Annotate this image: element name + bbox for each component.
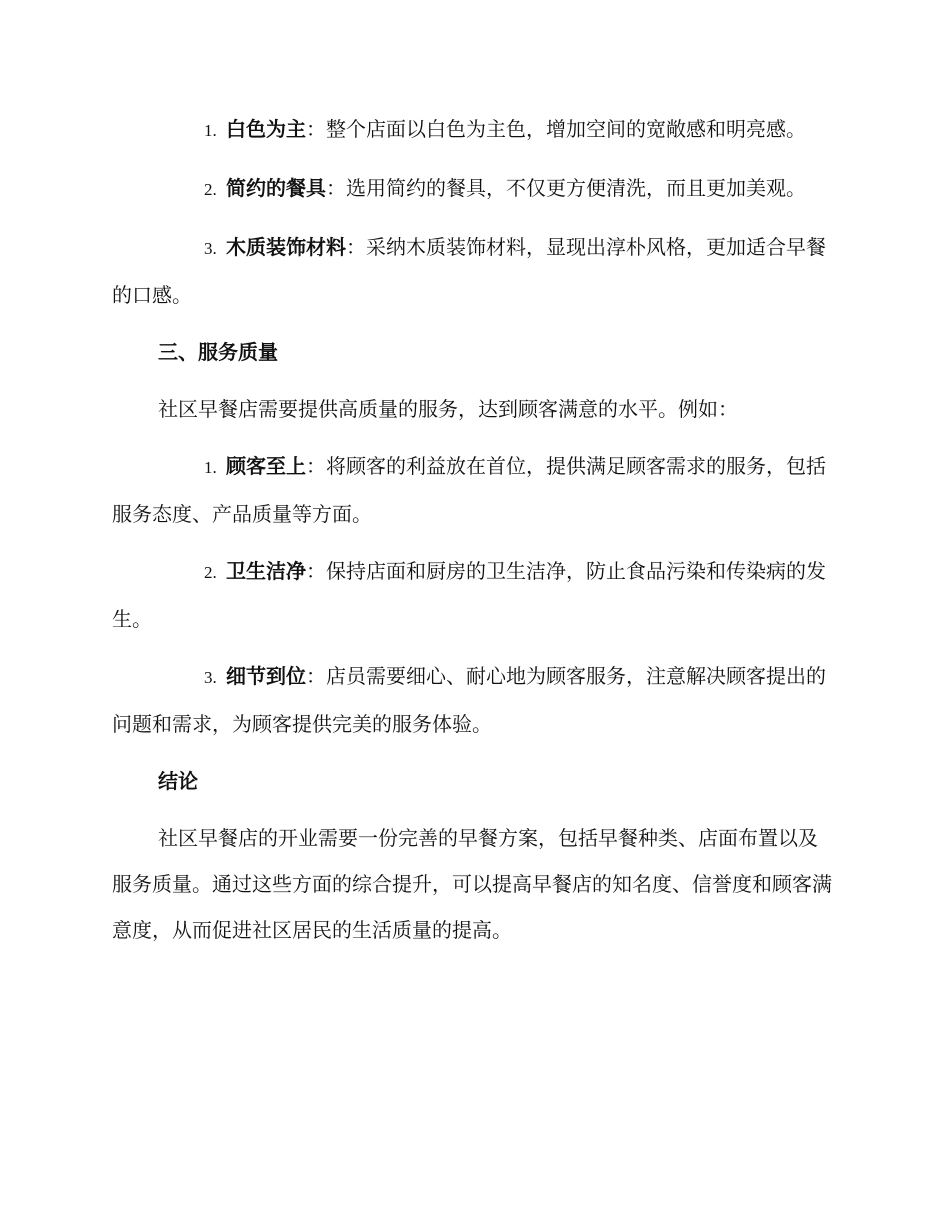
- list-number: 1.: [204, 121, 217, 140]
- list-text: ：店员需要细心、耐心地为顾客服务，注意解决顾客提出的问题和需求，为顾客提供完美的服务体验。: [112, 664, 826, 736]
- list-item-hygiene: [112, 548, 836, 642]
- list-term: 白色为主: [226, 117, 306, 141]
- list-text: ：保持店面和厨房的卫生洁净，防止食品污染和传染病的发生。: [112, 559, 826, 631]
- list-number: 2.: [204, 180, 217, 199]
- list-term: 木质装饰材料: [226, 235, 346, 259]
- list-term: 细节到位: [226, 664, 306, 688]
- list-term: 卫生洁净: [226, 559, 306, 583]
- list-text: ：整个店面以白色为主色，增加空间的宽敞感和明亮感。: [306, 117, 806, 141]
- list-term: 顾客至上: [226, 454, 306, 478]
- list-number: 3.: [204, 668, 217, 687]
- list-item-simple-tableware: [112, 165, 836, 213]
- section-heading-conclusion: 结论: [158, 769, 198, 793]
- list-number: 2.: [204, 563, 217, 582]
- list-text: ：将顾客的利益放在首位，提供满足顾客需求的服务，包括服务态度、产品质量等方面。: [112, 454, 826, 526]
- list-text: ：选用简约的餐具，不仅更方便清洗，而且更加美观。: [326, 176, 806, 200]
- list-number: 3.: [204, 239, 217, 258]
- list-text: ：采纳木质装饰材料，显现出淳朴风格，更加适合早餐的口感。: [112, 235, 826, 307]
- service-intro: 社区早餐店需要提供高质量的服务，达到顾客满意的水平。例如：: [158, 397, 738, 421]
- conclusion-paragraph: 社区早餐店的开业需要一份完善的早餐方案，包括早餐种类、店面布置以及服务质量。通过这些方面的综合提升，可以提高早餐店的知名度、信誉度和顾客满意度，从而促进社区居民的生活质量的提高。: [112, 826, 832, 942]
- list-item-wood-decor: [112, 224, 836, 318]
- list-item-details: [112, 653, 836, 747]
- list-term: 简约的餐具: [226, 176, 326, 200]
- list-number: 1.: [204, 458, 217, 477]
- document-body: [112, 106, 836, 964]
- list-item-white-theme: [112, 106, 836, 154]
- section-heading-service: 三、服务质量: [158, 340, 278, 364]
- list-item-customer-first: [112, 443, 836, 537]
